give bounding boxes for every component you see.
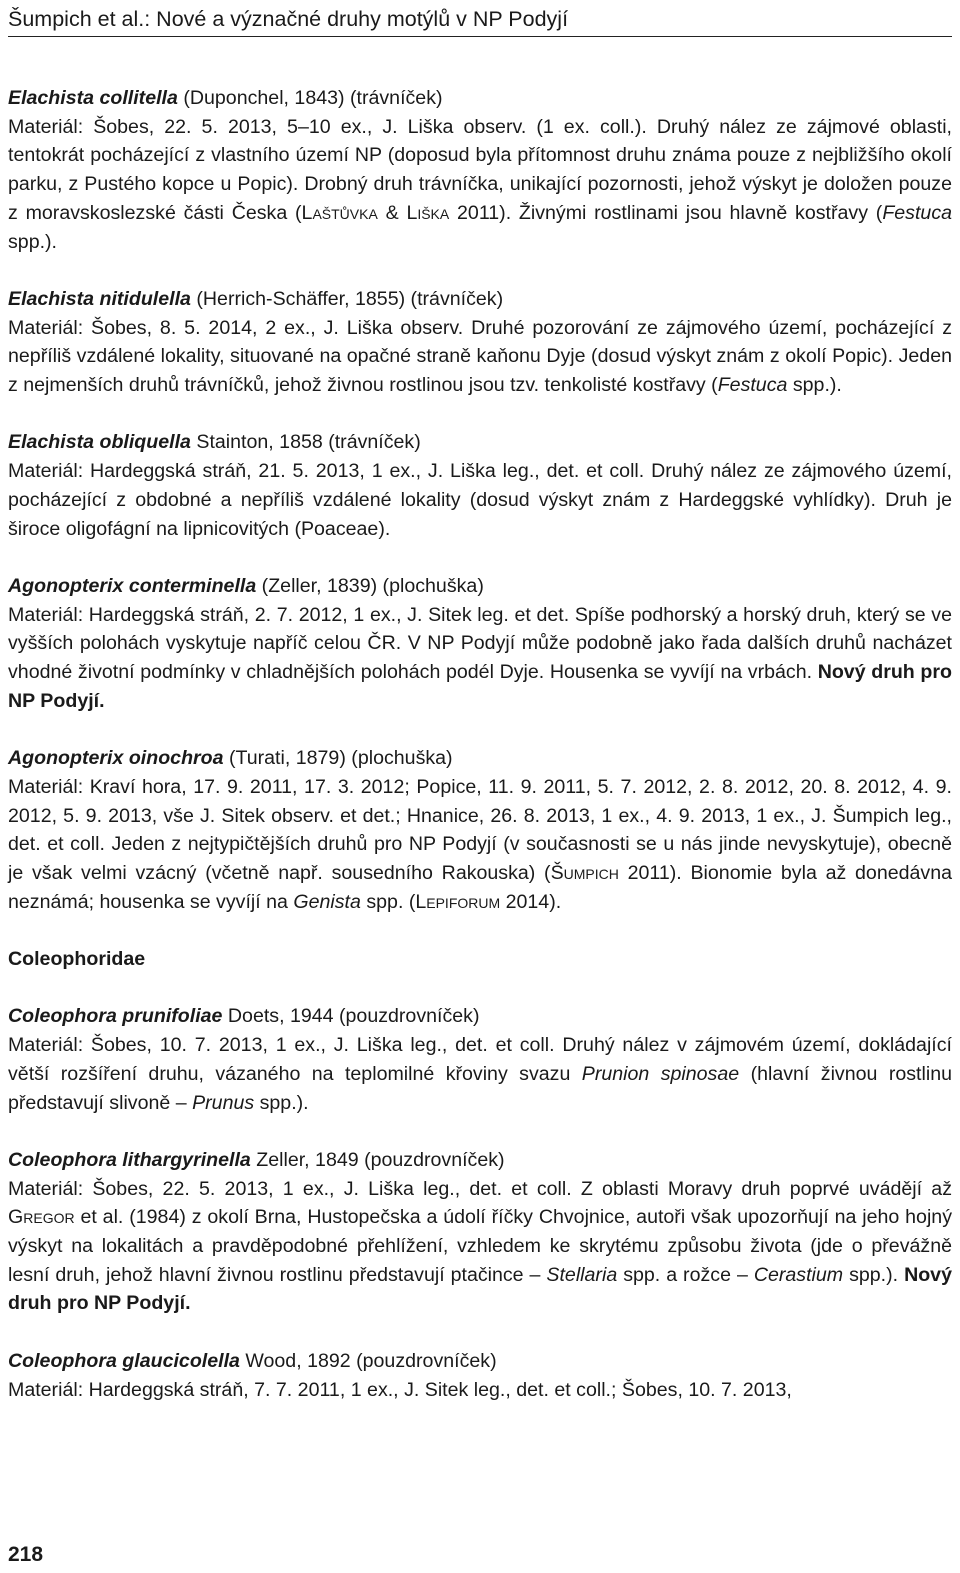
species-name: Agonopterix conterminella: [8, 574, 257, 597]
text-segment: Materiál: Šobes, 22. 5. 2013, 5–10 ex., J. Liška observ. (1 ex. coll.). Druhý nález ze zájmové oblasti, tentokrát pocházející z vlastního území NP (doposud byla přítomnost druhu známa pouze z nejbližšího okolí parku, z Pustého kopce u Popic). Drobný druh trávníčka, unikající pozornosti, jehož výskyt je doložen pouze z moravskoslezské části Česka (: [8, 115, 952, 224]
text-segment: Materiál: Šobes, 8. 5. 2014, 2 ex., J. Liška observ. Druhé pozorování ze zájmového území, pocházející z nepříliš vzdálené lokality, situované na opačné straně kaňonu Dyje (dosud výskyt znám z okolí Popic). Jeden z nejmenších druhů trávníčků, jehož živnou rostlinou jsou tzv. tenkolisté kostřavy (: [8, 316, 952, 397]
species-author: Zeller, 1849 (pouzdrovníček): [250, 1148, 505, 1171]
text-segment: Stellaria: [546, 1263, 618, 1286]
species-entry: [8, 1347, 952, 1404]
species-name: Elachista collitella: [8, 87, 178, 109]
species-author: (Zeller, 1839) (plochuška): [256, 574, 484, 597]
text-segment: Materiál: Hardeggská stráň, 2. 7. 2012, 1 ex., J. Sitek leg. et det. Spíše podhorský a horský druh, který se ve vyšších polohách vyskytuje napříč celou ČR. V NP Podyjí může podobně jako řada dalších druhů nacházet vhodné životní podmínky v chladnějších polohách podél Dyje. Housenka se vyvíjí na vrbách.: [8, 603, 952, 684]
page-number: 218: [8, 1543, 44, 1566]
species-description: [8, 314, 952, 400]
species-description: [8, 1175, 952, 1319]
species-heading: [8, 744, 952, 773]
species-entry: [8, 1002, 952, 1117]
text-segment: &: [377, 201, 407, 224]
text-segment: Lepiforum: [415, 890, 501, 913]
text-segment: Šumpich: [550, 861, 619, 884]
species-name: Coleophora lithargyrinella: [8, 1148, 251, 1171]
species-author: (Turati, 1879) (plochuška): [223, 747, 453, 770]
text-segment: Materiál: Šobes, 10. 7. 2013, 1 ex., J. Liška leg., det. et coll. Druhý nález v zájmovém území, dokládající větší rozšíření druhu, vázaného na teplomilné křoviny svazu: [8, 1034, 952, 1085]
species-heading: [8, 285, 952, 314]
running-title: Šumpich et al.: Nové a význačné druhy motýlů v NP Podyjí: [8, 7, 569, 31]
species-entry: [8, 84, 952, 256]
species-name: Agonopterix oinochroa: [8, 747, 224, 770]
species-name: Coleophora prunifoliae: [8, 1005, 223, 1028]
species-heading: [8, 1347, 952, 1376]
species-name: Coleophora glaucicolella: [8, 1349, 240, 1372]
text-segment: Prunion spinosae: [581, 1062, 740, 1085]
text-segment: Festuca: [717, 374, 788, 397]
species-heading: [8, 572, 952, 601]
species-description: [8, 457, 952, 543]
running-header: [8, 4, 952, 37]
species-name: Elachista obliquella: [8, 431, 191, 454]
text-segment: spp.).: [254, 1091, 309, 1114]
species-author: (Herrich-Schäffer, 1855) (trávníček): [190, 287, 504, 310]
text-segment: spp.).: [843, 1263, 905, 1286]
text-segment: et al. (1984) z okolí Brna, Hustopečska a údolí říčky Chvojnice, autoři však upozorňují na jeho hojný výskyt na lokalitách a pravděpodobné přehlížení, vzhledem ke skrytému způsobu života (jde o převážně lesní druh, jehož hlavní živnou rostlinu představují ptačince –: [8, 1206, 952, 1286]
species-entry: [8, 744, 952, 916]
text-segment: spp.).: [8, 230, 58, 253]
species-entry: [8, 1146, 952, 1318]
species-description: [8, 601, 952, 716]
text-segment: Liška: [406, 201, 450, 224]
species-name: Elachista nitidulella: [8, 287, 191, 310]
text-segment: Materiál: Hardeggská stráň, 7. 7. 2011, 1 ex., J. Sitek leg., det. et coll.; Šobes, 10. 7. 2013,: [8, 1378, 792, 1401]
species-description: [8, 113, 952, 257]
species-entry: [8, 428, 952, 543]
text-segment: (hlavní živnou rostlinu představují slivoně –: [8, 1062, 952, 1114]
text-segment: Gregor: [8, 1206, 75, 1229]
article-body: [8, 84, 952, 1433]
text-segment: Festuca: [882, 201, 953, 224]
text-segment: Materiál: Hardeggská stráň, 21. 5. 2013, 1 ex., J. Liška leg., det. et coll. Druhý nález ze zájmového území, pocházející z obdobné a nepříliš vzdálené lokality (dosud výskyt znám z Hardeggské vyhlídky). Druh je široce oligofágní na lipnicovitých (Poaceae).: [8, 460, 952, 540]
species-author: Wood, 1892 (pouzdrovníček): [239, 1349, 497, 1372]
text-segment: 2014).: [500, 890, 562, 913]
text-segment: Genista: [293, 890, 361, 913]
species-entry: [8, 572, 952, 716]
text-segment: spp.).: [787, 374, 842, 397]
species-description: [8, 1031, 952, 1117]
species-author: Doets, 1944 (pouzdrovníček): [222, 1005, 480, 1028]
text-segment: Laštůvka: [301, 201, 378, 224]
species-author: (Duponchel, 1843) (trávníček): [177, 87, 443, 109]
text-segment: Prunus: [192, 1091, 255, 1114]
species-heading: [8, 1146, 952, 1175]
species-description: [8, 773, 952, 917]
text-segment: Materiál: Šobes, 22. 5. 2013, 1 ex., J. Liška leg., det. et coll. Z oblasti Moravy druh poprvé uvádějí až: [8, 1177, 952, 1200]
species-description: [8, 1376, 952, 1405]
text-segment: Nový druh pro NP Podyjí.: [8, 661, 952, 712]
text-segment: 2011). Bionomie byla až donedávna neznámá; housenka se vyvíjí na: [8, 861, 952, 913]
text-segment: 2011). Živnými rostlinami jsou hlavně kostřavy (: [449, 201, 883, 224]
text-segment: Cerastium: [753, 1263, 844, 1286]
species-heading: [8, 84, 952, 113]
species-author: Stainton, 1858 (trávníček): [190, 431, 421, 454]
species-heading: [8, 1002, 952, 1031]
species-entry: [8, 285, 952, 400]
text-segment: Nový druh pro NP Podyjí.: [8, 1263, 952, 1315]
text-segment: spp. (: [360, 890, 416, 913]
text-segment: Materiál: Kraví hora, 17. 9. 2011, 17. 3. 2012; Popice, 11. 9. 2011, 5. 7. 2012, 2. 8. 2012, 20. 8. 2012, 4. 9. 2012, 5. 9. 2013, vše J. Sitek observ. et det.; Hnanice, 26. 8. 2013, 1 ex., 4. 9. 2013, 1 ex., J. Šumpich leg., det. et coll. Jeden z nejtypičtějších druhů pro NP Podyjí (v současnosti se u nás jinde nevyskytuje), obecně je však velmi vzácný (včetně např. sousedního Rakouska) (: [8, 775, 952, 884]
text-segment: spp. a rožce –: [617, 1263, 754, 1286]
species-heading: [8, 428, 952, 457]
family-heading: Coleophoridae: [8, 948, 146, 971]
